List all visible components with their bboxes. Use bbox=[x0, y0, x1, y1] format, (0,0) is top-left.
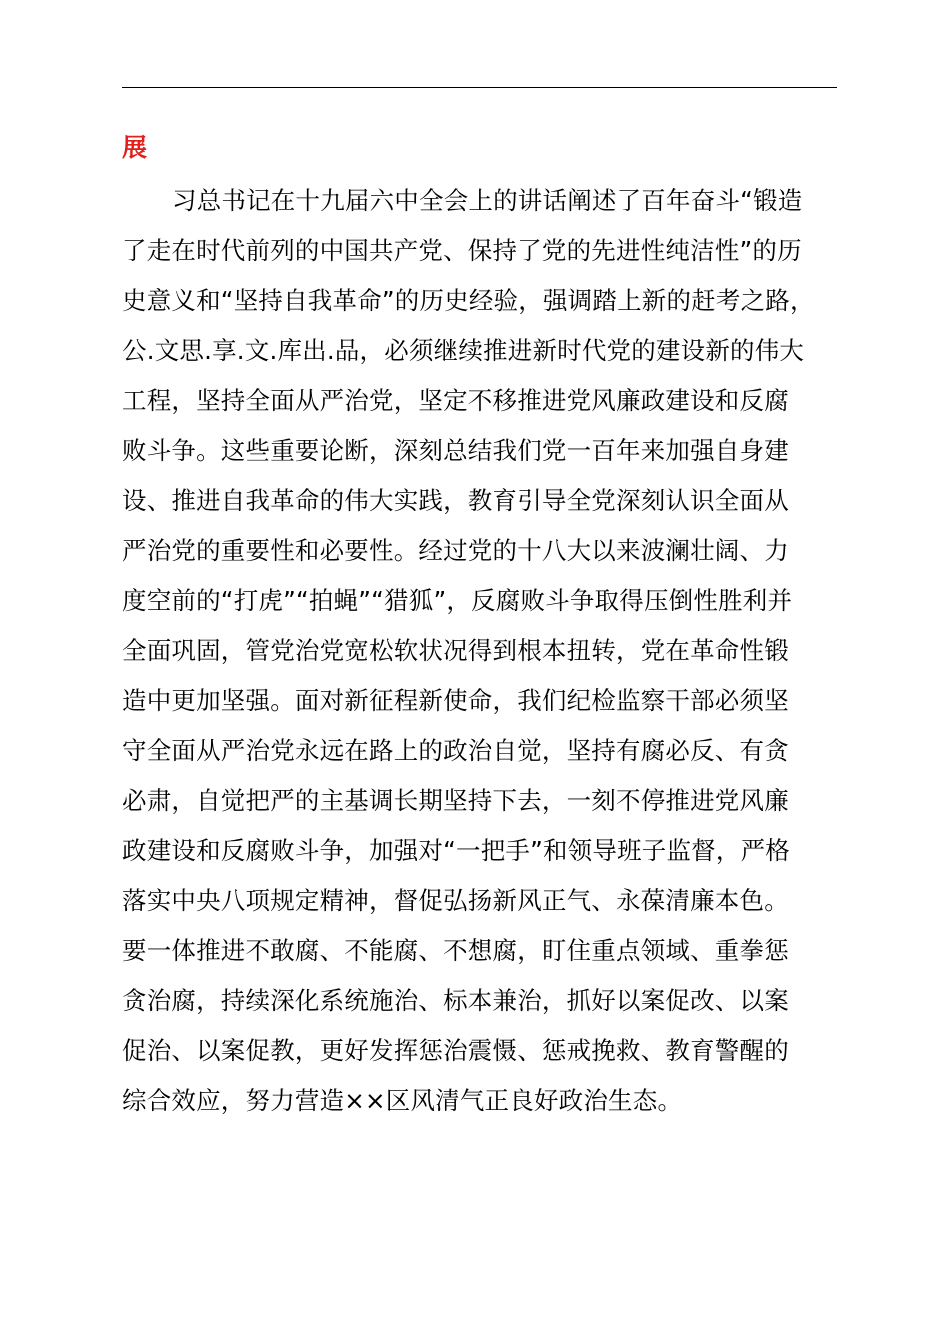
section-heading-fragment: 展 bbox=[122, 133, 148, 162]
text-line: 史意义和“坚持自我革命”的历史经验，强调踏上新的赶考之路， bbox=[122, 286, 815, 315]
header-rule bbox=[122, 87, 837, 88]
text-line: 工程，坚持全面从严治党，坚定不移推进党风廉政建设和反腐 bbox=[122, 386, 789, 415]
text-line: 要一体推进不敢腐、不能腐、不想腐，盯住重点领域、重拳惩 bbox=[122, 936, 789, 965]
text-line: 度空前的“打虎”“拍蝇”“猎狐”，反腐败斗争取得压倒性胜利并 bbox=[122, 586, 793, 615]
text-line: 设、推进自我革命的伟大实践，教育引导全党深刻认识全面从 bbox=[122, 486, 789, 515]
text-line: 政建设和反腐败斗争，加强对“一把手”和领导班子监督，严格 bbox=[122, 836, 790, 865]
text-line: 了走在时代前列的中国共产党、保持了党的先进性纯洁性”的历 bbox=[122, 236, 802, 265]
text-line: 严治党的重要性和必要性。经过党的十八大以来波澜壮阔、力 bbox=[122, 536, 789, 565]
text-line: 贪治腐，持续深化系统施治、标本兼治，抓好以案促改、以案 bbox=[122, 986, 789, 1015]
text-line: 促治、以案促教，更好发挥惩治震慑、惩戒挽救、教育警醒的 bbox=[122, 1036, 789, 1065]
text-line: 必肃，自觉把严的主基调长期坚持下去，一刻不停推进党风廉 bbox=[122, 786, 789, 815]
text-line: 全面巩固，管党治党宽松软状况得到根本扭转，党在革命性锻 bbox=[122, 636, 789, 665]
text-line: 习总书记在十九届六中全会上的讲话阐述了百年奋斗“锻造 bbox=[172, 186, 803, 215]
text-line: 落实中央八项规定精神，督促弘扬新风正气、永葆清廉本色。 bbox=[122, 886, 789, 915]
text-line: 守全面从严治党永远在路上的政治自觉，坚持有腐必反、有贪 bbox=[122, 736, 789, 765]
text-line: 综合效应，努力营造××区风清气正良好政治生态。 bbox=[122, 1086, 683, 1115]
text-line: 败斗争。这些重要论断，深刻总结我们党一百年来加强自身建 bbox=[122, 436, 789, 465]
body-paragraph bbox=[122, 176, 842, 1126]
text-line: 公.文思.享.文.库出.品，必须继续推进新时代党的建设新的伟大 bbox=[122, 336, 805, 365]
text-line: 造中更加坚强。面对新征程新使命，我们纪检监察干部必须坚 bbox=[122, 686, 789, 715]
